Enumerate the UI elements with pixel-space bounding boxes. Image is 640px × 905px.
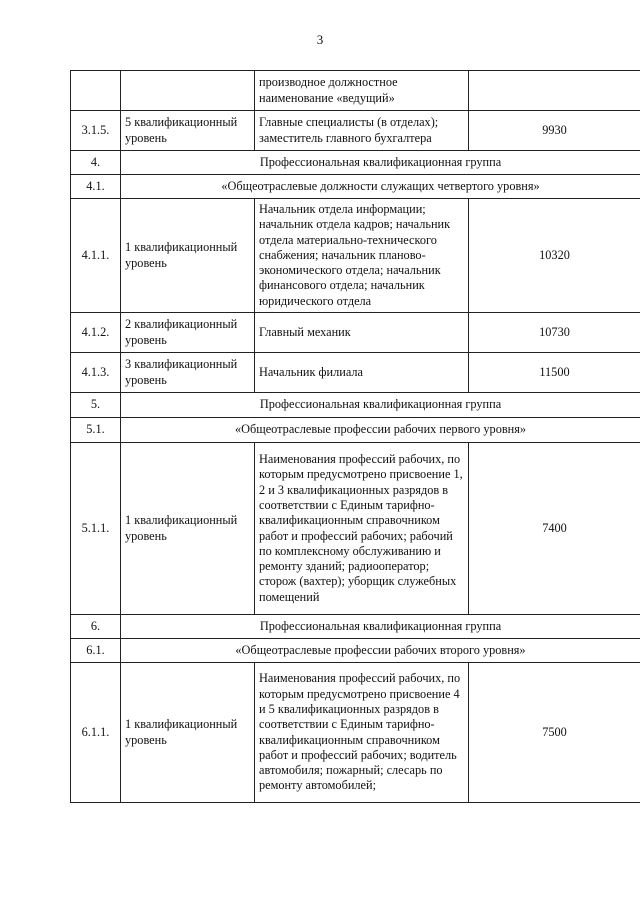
row-number: 6. bbox=[71, 615, 121, 639]
salary-value: 10320 bbox=[469, 199, 640, 313]
positions-cell: Наименования профессий рабочих, по которым предусмотрено присвоение 1, 2 и 3 квалификационных разрядов в соответствии с Единым тарифно-квалификационным справочником работ и профессий рабочих; рабочий по комплексному обслуживанию и ремонту зданий; радиооператор; сторож (вахтер); уборщик служебных помещений bbox=[255, 443, 469, 615]
row-number: 3.1.5. bbox=[71, 111, 121, 151]
qualification-level: 1 квалификационный уровень bbox=[121, 443, 255, 615]
row-number: 6.1. bbox=[71, 639, 121, 663]
salary-value: 9930 bbox=[469, 111, 640, 151]
table-row bbox=[71, 199, 640, 313]
qualification-level: 2 квалификационный уровень bbox=[121, 313, 255, 353]
positions-cell: Главный механик bbox=[255, 313, 469, 353]
qualification-level: 3 квалификационный уровень bbox=[121, 353, 255, 393]
table-row bbox=[71, 111, 640, 151]
subgroup-title: «Общеотраслевые профессии рабочих второго уровня» bbox=[121, 639, 640, 663]
row-number: 4.1.3. bbox=[71, 353, 121, 393]
qualification-level: 1 квалификационный уровень bbox=[121, 663, 255, 803]
table-row bbox=[71, 663, 640, 803]
row-number: 5.1.1. bbox=[71, 443, 121, 615]
salary-value: 10730 bbox=[469, 313, 640, 353]
row-number: 5. bbox=[71, 393, 121, 418]
row-number bbox=[71, 71, 121, 111]
table-row bbox=[71, 443, 640, 615]
qualification-level: 1 квалификационный уровень bbox=[121, 199, 255, 313]
group-row bbox=[71, 615, 640, 639]
group-title: Профессиональная квалификационная группа bbox=[121, 151, 640, 175]
row-number: 6.1.1. bbox=[71, 663, 121, 803]
row-number: 4.1.1. bbox=[71, 199, 121, 313]
qualification-level: 5 квалификационный уровень bbox=[121, 111, 255, 151]
positions-cell: Главные специалисты (в отделах); заместитель главного бухгалтера bbox=[255, 111, 469, 151]
qualification-level bbox=[121, 71, 255, 111]
row-number: 5.1. bbox=[71, 418, 121, 443]
positions-cell: Наименования профессий рабочих, по которым предусмотрено присвоение 4 и 5 квалификационных разрядов в соответствии с Единым тарифно-квалификационным справочником работ и профессий рабочих; водитель автомобиля; пожарный; слесарь по ремонту автомобилей; bbox=[255, 663, 469, 803]
page-number: 3 bbox=[316, 32, 324, 47]
salary-table bbox=[70, 70, 640, 803]
subgroup-title: «Общеотраслевые профессии рабочих первого уровня» bbox=[121, 418, 640, 443]
row-number: 4. bbox=[71, 151, 121, 175]
group-row bbox=[71, 151, 640, 175]
table-row bbox=[71, 71, 640, 111]
table-row bbox=[71, 313, 640, 353]
salary-value: 11500 bbox=[469, 353, 640, 393]
positions-cell: производное должностное наименование «ведущий» bbox=[255, 71, 469, 111]
subgroup-row bbox=[71, 175, 640, 199]
group-row bbox=[71, 393, 640, 418]
salary-value: 7400 bbox=[469, 443, 640, 615]
salary-value bbox=[469, 71, 640, 111]
subgroup-row bbox=[71, 418, 640, 443]
positions-cell: Начальник отдела информации; начальник отдела кадров; начальник отдела материально-технического снабжения; начальник планово-экономического отдела; начальник финансового отдела; начальник юридического отдела bbox=[255, 199, 469, 313]
salary-value: 7500 bbox=[469, 663, 640, 803]
group-title: Профессиональная квалификационная группа bbox=[121, 615, 640, 639]
positions-cell: Начальник филиала bbox=[255, 353, 469, 393]
table-row bbox=[71, 353, 640, 393]
subgroup-title: «Общеотраслевые должности служащих четвертого уровня» bbox=[121, 175, 640, 199]
row-number: 4.1.2. bbox=[71, 313, 121, 353]
row-number: 4.1. bbox=[71, 175, 121, 199]
group-title: Профессиональная квалификационная группа bbox=[121, 393, 640, 418]
subgroup-row bbox=[71, 639, 640, 663]
